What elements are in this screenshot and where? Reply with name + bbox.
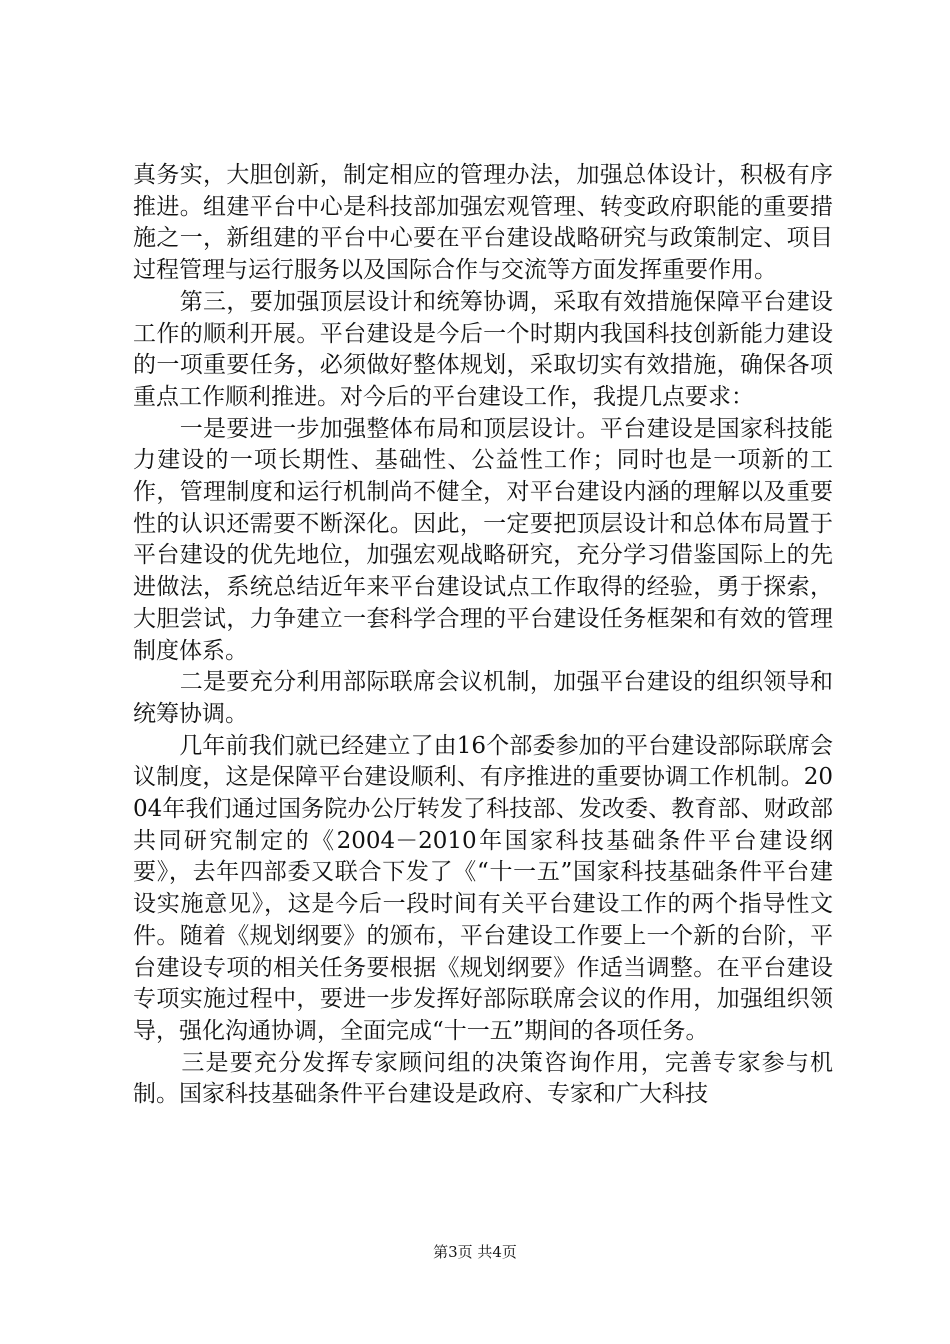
paragraph-continuation: 真务实，大胆创新，制定相应的管理办法，加强总体设计，积极有序推进。组建平台中心是科技部加强宏观管理、转变政府职能的重要措施之一，新组建的平台中心要在平台建设战略研究与政策制定、项目过程管理与运行服务以及国际合作与交流等方面发挥重要作用。 <box>133 162 833 284</box>
paragraph-joint-meeting: 几年前我们就已经建立了由16个部委参加的平台建设部际联席会议制度，这是保障平台建设顺利、有序推进的重要协调工作机制。2004年我们通过国务院办公厅转发了科技部、发改委、教育部、财政部共同研究制定的《2004－2010年国家科技基础条件平台建设纲要》，去年四部委又联合下发了《“十一五”国家科技基础条件平台建设实施意见》，这是今后一段时间有关平台建设工作的两个指导性文件。随着《规划纲要》的颁布，平台建设工作要上一个新的台阶，平台建设专项的相关任务要根据《规划纲要》作适当调整。在平台建设专项实施过程中，要进一步发挥好部际联席会议的作用，加强组织领导，强化沟通协调，全面完成“十一五”期间的各项任务。 <box>133 732 833 1044</box>
paragraph-requirement-two: 二是要充分利用部际联席会议机制，加强平台建设的组织领导和统筹协调。 <box>133 669 833 727</box>
page-number-footer: 第3页 共4页 <box>433 1243 517 1261</box>
paragraph-requirement-one: 一是要进一步加强整体布局和顶层设计。平台建设是国家科技能力建设的一项长期性、基础性、公益性工作；同时也是一项新的工作，管理制度和运行机制尚不健全，对平台建设内涵的理解以及重要性的认识还需要不断深化。因此，一定要把顶层设计和总体布局置于平台建设的优先地位，加强宏观战略研究，充分学习借鉴国际上的先进做法，系统总结近年来平台建设试点工作取得的经验，勇于探索，大胆尝试，力争建立一套科学合理的平台建设任务框架和有效的管理制度体系。 <box>133 415 833 664</box>
paragraph-third-point: 第三，要加强顶层设计和统筹协调，采取有效措施保障平台建设工作的顺利开展。平台建设是今后一个时期内我国科技创新能力建设的一项重要任务，必须做好整体规划，采取切实有效措施，确保各项重点工作顺利推进。对今后的平台建设工作，我提几点要求： <box>133 288 833 410</box>
paragraph-requirement-three: 三是要充分发挥专家顾问组的决策咨询作用，完善专家参与机制。国家科技基础条件平台建设是政府、专家和广大科技 <box>133 1049 833 1108</box>
body-text <box>133 160 833 1111</box>
